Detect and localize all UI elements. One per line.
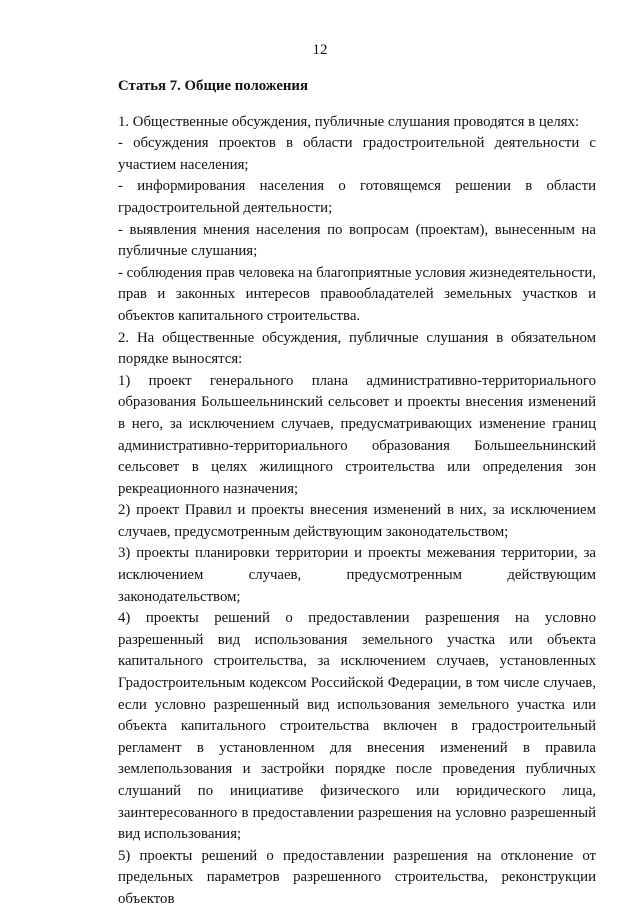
paragraph-5: - соблюдения прав человека на благоприятные условия жизнедеятельности, прав и законных интересов правообладателей земельных участков и объектов капитального строительства. [118,264,596,324]
paragraph-6: 2. На общественные обсуждения, публичные слушания в обязательном порядке выносятся: [118,329,596,368]
paragraph-9: 3) проекты планировки территории и проекты межевания территории, за исключением случаев, предусмотренным действующим законодательством; [118,545,596,605]
paragraph-11: 5) проекты решений о предоставлении разрешения на отклонение от предельных параметров разрешенного строительства, реконструкции объектов [118,847,596,907]
page-number: 12 [312,42,328,58]
document-body [118,76,596,911]
paragraph-7: 1) проект генерального плана административно-территориального образования Большеельнинский сельсовет и проекты внесения изменений в него, за исключением случаев, предусматривающих изменение границ административно-территориального образования Большеельнинский сельсовет в целях жилищного строительства или определения зон рекреационного назначения; [118,372,596,497]
paragraph-3: - информирования населения о готовящемся решении в области градостроительной деятельности; [118,178,596,216]
paragraph-2: - обсуждения проектов в области градостроительной деятельности с участием населения; [118,135,596,173]
paragraph-10: 4) проекты решений о предоставлении разрешения на условно разрешенный вид использования земельного участка или объекта капитального строительства, за исключением случаев, установленных Градостроительным кодексом Российской Федерации, в том числе случаев, если условно разрешенный вид использования земельного участка или объекта капитального строительства включен в градостроительный регламент в установленном для внесения изменений в правила землепользования и застройки порядке после проведения публичных слушаний по инициативе физического или юридического лица, заинтересованного в предоставлении разрешения на условно разрешенный вид использования; [118,610,596,843]
paragraph-8: 2) проект Правил и проекты внесения изменений в них, за исключением случаев, предусмотренным действующим законодательством; [118,502,596,540]
paragraph-4: - выявления мнения населения по вопросам (проектам), вынесенным на публичные слушания; [118,221,596,260]
paragraph-1: 1. Общественные обсуждения, публичные слушания проводятся в целях: [118,113,580,130]
article-title: Статья 7. Общие положения [118,78,308,94]
